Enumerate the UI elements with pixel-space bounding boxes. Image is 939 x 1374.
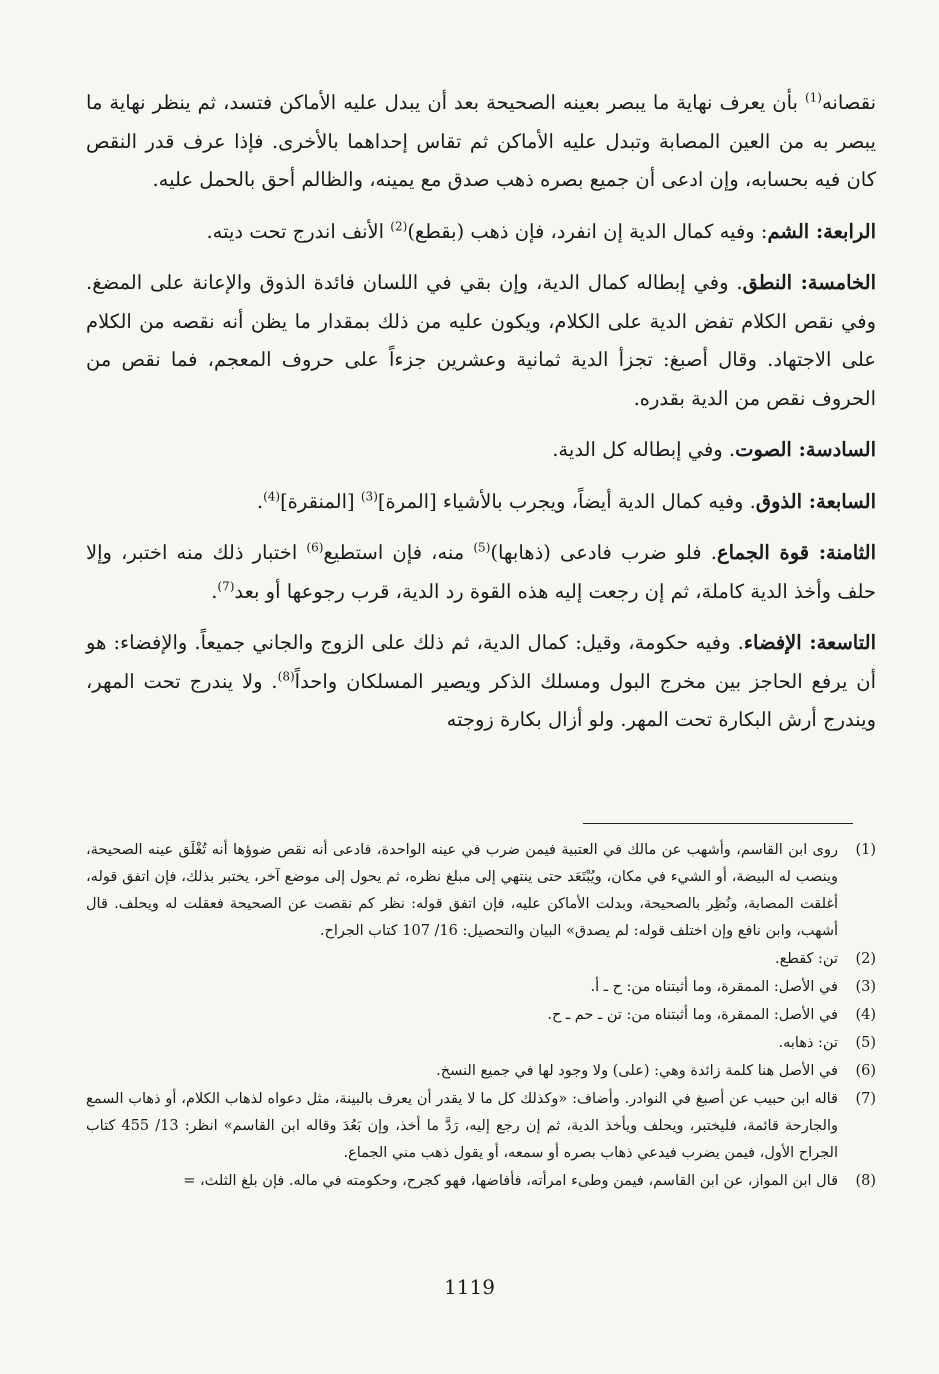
footnote-ref: (3) (360, 489, 378, 503)
paragraph-text: . وفيه كمال الدية أيضاً، ويجرب بالأشياء [المرة] (377, 489, 756, 513)
paragraph-text: بأن يعرف نهاية ما يبصر بعينه الصحيحة بعد أن يبدل عليه الأماكن فتسد، ثم ينظر نهاية ما يبصر به من العين المصابة وتبدل عليه الأماكن ثم تقاس إحداهما بالأخرى. فإذا عرف قدر النقص كان فيه بحسابه، وإن ادعى أن جميع بصره ذهب صدق مع يمينه، والظالم أحق بالحمل عليه. (86, 91, 876, 191)
footnote-number: (7) (855, 1091, 876, 1107)
footnote (86, 837, 876, 945)
paragraph (86, 84, 876, 200)
paragraph-text: [المنقرة] (280, 489, 361, 513)
footnote (86, 1030, 876, 1057)
footnote-text: تن: ذهابه. (778, 1035, 838, 1051)
footnote (86, 974, 876, 1001)
paragraph-text: منه، فإن استطيع (323, 541, 474, 564)
footnote-number: (2) (855, 951, 876, 967)
footnote-ref: (6) (306, 540, 324, 555)
footnote-ref: (5) (473, 540, 491, 555)
footnote-ref: (2) (390, 219, 408, 233)
paragraph-text: . فلو ضرب فادعى (ذهابها) (490, 541, 717, 564)
footnote-text: قاله ابن حبيب عن أصبغ في النوادر. وأضاف: «وكذلك كل ما لا يقدر أن يعرف بالبينة، مثل دعواه لذهاب الكلام، أو ذهاب السمع والجارحة قائمة، فليختبر، ويحلف ويأخذ الدية، ثم إن رجع إليه، رَدَّ ما أخذ، وإن بَعُدَ وقاله ابن القاسم» انظر: 13/ 455 كتاب الجراح الأول، فيمن يضرب فيدعي ذهاب بصره أو سمعه، أو يقول ذهب مني الجماع. (86, 1091, 838, 1161)
paragraph-text: . ولا يندرج تحت المهر، ويندرج أرش البكارة تحت المهر. ولو أزال بكارة زوجته (86, 669, 876, 731)
footnotes (86, 837, 876, 1196)
paragraph-text: : وفيه كمال الدية إن انفرد، فإن ذهب (بقطع) (407, 219, 768, 243)
paragraph (86, 624, 876, 740)
footnote (86, 946, 876, 973)
footnote-ref: (7) (217, 579, 235, 593)
footnote-text: في الأصل: الممقرة، وما أثبتناه من: ح ـ أ. (590, 979, 838, 995)
footnote (86, 1058, 876, 1085)
footnote-number: (5) (855, 1035, 876, 1051)
footnote-ref: (4) (263, 489, 281, 503)
paragraph-text: الأنف اندرج تحت ديته. (206, 219, 391, 243)
paragraph-text: . وفيه حكومة، وقيل: كمال الدية، ثم ذلك على الزوج والجاني جميعاً. والإفضاء: هو أن يرفع الحاجز بين مخرج البول ومسلك الذكر ويصير المسلكان واحداً (86, 631, 876, 693)
footnote (86, 1086, 876, 1167)
paragraph (86, 213, 876, 252)
paragraph-heading: السادسة: الصوت (735, 438, 876, 461)
footnote-text: في الأصل: الممقرة، وما أثبتناه من: تن ـ حم ـ ح. (547, 1007, 838, 1023)
footnote-text: قال ابن المواز، عن ابن القاسم، فيمن وطىء امرأته، فأفاضها، فهو كجرح، وحكومته في ماله. فإن بلغ الثلث، = (183, 1173, 838, 1189)
paragraph-heading: التاسعة: الإفضاء (743, 631, 876, 654)
footnote-text: تن: كقطع. (774, 951, 838, 967)
paragraph (86, 483, 876, 522)
footnote-number: (6) (855, 1063, 876, 1079)
paragraph-text: نقصانه (821, 91, 876, 114)
footnote-text: في الأصل هنا كلمة زائدة وهي: (على) ولا وجود لها في جميع النسخ. (436, 1063, 838, 1079)
footnote-number: (1) (855, 842, 876, 858)
paragraph-text: . وفي إبطاله كل الدية. (552, 438, 736, 461)
footnote (86, 1002, 876, 1029)
paragraph-heading: السابعة: الذوق (755, 489, 876, 513)
paragraph-text: . وفي إبطاله كمال الدية، وإن بقي في اللسان فائدة الذوق والإعانة على المضغ. وفي نقص الكلام تفض الدية على الكلام، ويكون عليه من ذلك بمقدار ما يظن أنه نقصه من الكلام على الاجتهاد. وقال أصبغ: تجزأ الدية ثمانية وعشرين جزءاً على حروف المعجم، فما نقص من الحروف نقص من الدية بقدره. (86, 271, 876, 410)
footnote-number: (8) (855, 1173, 876, 1189)
paragraph (86, 534, 876, 611)
footnote-number: (3) (855, 979, 876, 995)
paragraph-heading: الثامنة: قوة الجماع (716, 541, 876, 564)
paragraph (86, 431, 876, 470)
footnote-number: (4) (855, 1007, 876, 1023)
paragraph-text: . (256, 489, 264, 513)
footnote-ref: (1) (804, 90, 822, 105)
paragraph-text: اختبار ذلك منه اختبر، وإلا حلف وأخذ الدية كاملة، ثم إن رجعت إليه هذه القوة رد الدية، قرب رجوعها أو بعد (86, 541, 876, 603)
paragraph (86, 264, 876, 418)
paragraph-text: . (211, 579, 218, 603)
footnote (86, 1168, 876, 1195)
footnote-ref: (8) (277, 669, 295, 683)
footnote-separator (583, 823, 853, 824)
footnote-text: روى ابن القاسم، وأشهب عن مالك في العتبية فيمن ضرب في عينه الواحدة، فادعى أنه نقص ضوؤها أنه تُغْلَق عينه الصحيحة، وينصب له البيضة، أو الشيء في مكان، ويُبْتَعَد حتى ينتهي إلى مبلغ نظره، ثم يحول إلى موضع آخر، يختبر بذلك، فإن اتفق قوله، أغلقت المصابة، ونُظِر بالصحيحة، وبدلت الأماكن عليه، فإن اتفق قوله: نظر كم نقصت عن الصحيحة فعقلت له ويحلف. قال أشهب، وابن نافع وإن اختلف قوله: لم يصدق» البيان والتحصيل: 16/ 107 كتاب الجراح. (86, 842, 838, 939)
page-number: 1119 (444, 1275, 495, 1299)
main-text (86, 84, 876, 753)
paragraph-heading: الرابعة: الشم (767, 219, 876, 243)
paragraph-heading: الخامسة: النطق (742, 271, 876, 294)
